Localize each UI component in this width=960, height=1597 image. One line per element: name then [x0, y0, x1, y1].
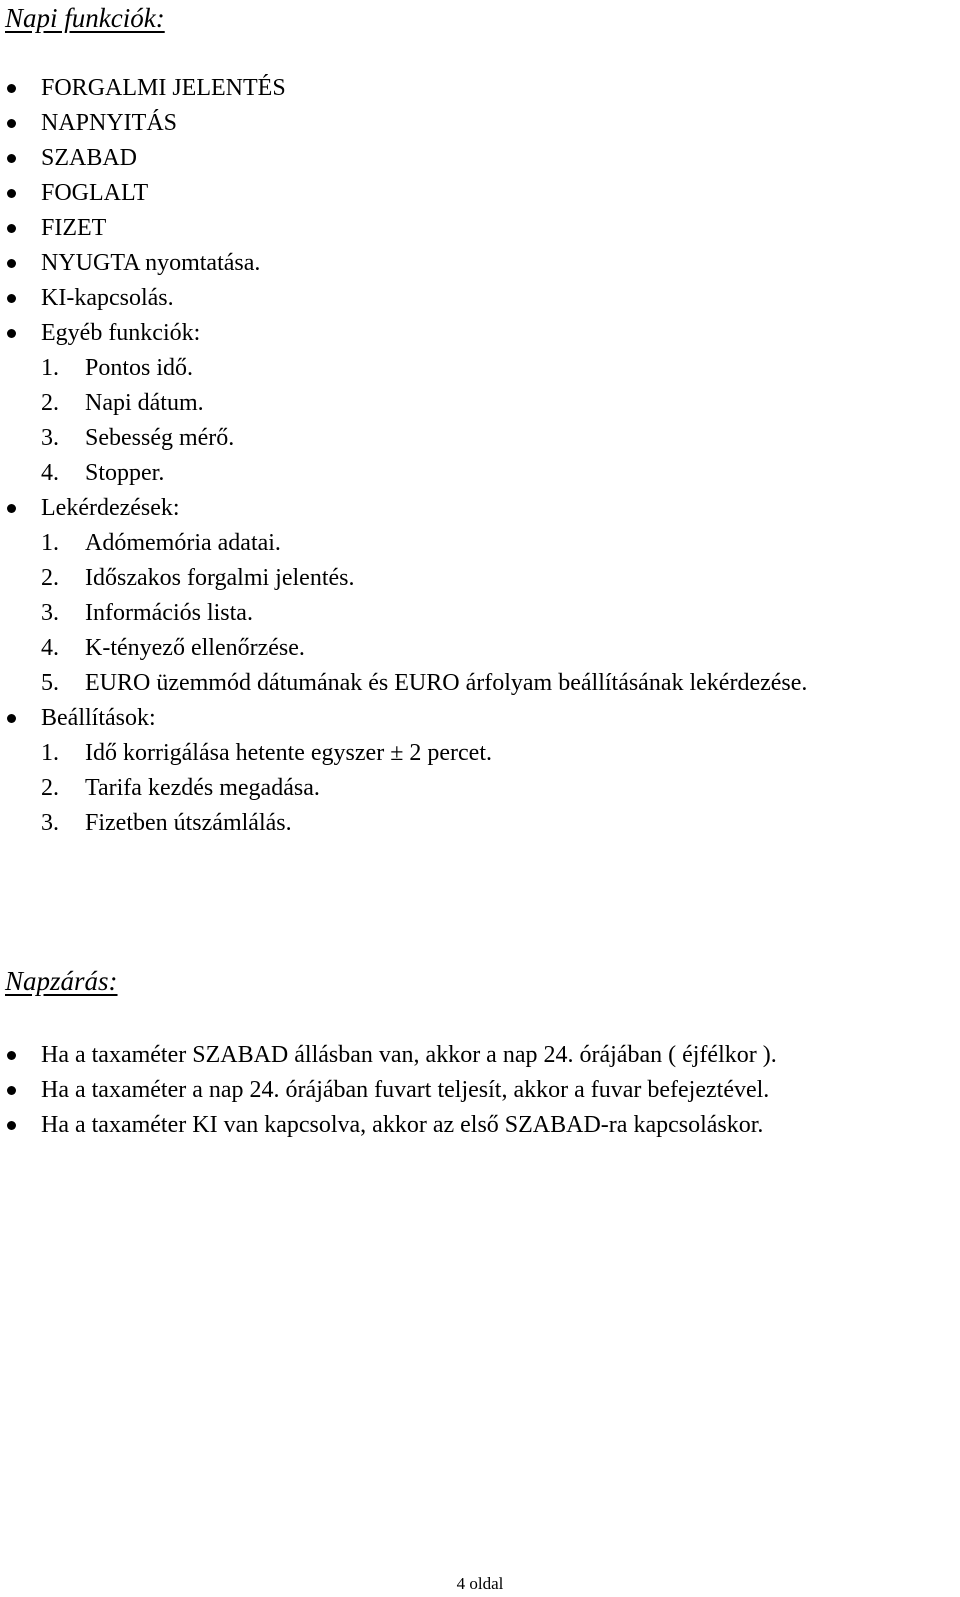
bullet-icon [7, 714, 16, 723]
section-heading-napzaras: Napzárás: [5, 966, 118, 996]
sub-list-item: 4. Stopper. [41, 460, 165, 486]
bullet-icon [7, 189, 16, 198]
list-item: FORGALMI JELENTÉS [0, 73, 960, 103]
bullet-icon [7, 329, 16, 338]
list-item: Ha a taxaméter a nap 24. órájában fuvart teljesít, akkor a fuvar befejeztével. [0, 1075, 960, 1105]
list-item-egyeb-funkciok: Egyéb funkciók: [0, 318, 960, 348]
list-item: NYUGTA nyomtatása. [0, 248, 960, 278]
section-heading-napi-funkciok: Napi funkciók: [5, 3, 165, 33]
sub-list-item: 3. Információs lista. [41, 600, 253, 626]
list-item: FIZET [0, 213, 960, 243]
list-item: Ha a taxaméter KI van kapcsolva, akkor az első SZABAD-ra kapcsoláskor. [0, 1110, 960, 1140]
bullet-icon [7, 1051, 16, 1060]
bullet-icon [7, 259, 16, 268]
list-item: FOGLALT [0, 178, 960, 208]
bullet-icon [7, 504, 16, 513]
list-item: SZABAD [0, 143, 960, 173]
bullet-icon [7, 294, 16, 303]
list-item-beallitasok: Beállítások: [0, 703, 960, 733]
bullet-icon [7, 119, 16, 128]
bullet-icon [7, 84, 16, 93]
sub-list-item: 2. Tarifa kezdés megadása. [41, 775, 320, 801]
sub-list-item: 1. Pontos idő. [41, 355, 194, 381]
sub-list-item: 3. Sebesség mérő. [41, 425, 235, 451]
sub-list-item: 4. K-tényező ellenőrzése. [41, 635, 305, 661]
sub-list-item: 1. Idő korrigálása hetente egyszer ± 2 percet. [41, 740, 492, 766]
sub-list-item: 1. Adómemória adatai. [41, 530, 281, 556]
page-number: 4 oldal [456, 1574, 504, 1593]
bullet-icon [7, 224, 16, 233]
bullet-icon [7, 1086, 16, 1095]
list-item-lekerdezesek: Lekérdezések: [0, 493, 960, 523]
list-item: Ha a taxaméter SZABAD állásban van, akkor a nap 24. órájában ( éjfélkor ). [0, 1040, 960, 1070]
sub-list-item: 5. EURO üzemmód dátumának és EURO árfolyam beállításának lekérdezése. [41, 670, 808, 696]
list-item: NAPNYITÁS [0, 108, 960, 138]
bullet-icon [7, 1121, 16, 1130]
bullet-icon [7, 154, 16, 163]
sub-list-item: 2. Időszakos forgalmi jelentés. [41, 565, 355, 591]
sub-list-item: 3. Fizetben útszámlálás. [41, 810, 292, 836]
sub-list-item: 2. Napi dátum. [41, 390, 204, 416]
list-item: KI-kapcsolás. [0, 283, 960, 313]
